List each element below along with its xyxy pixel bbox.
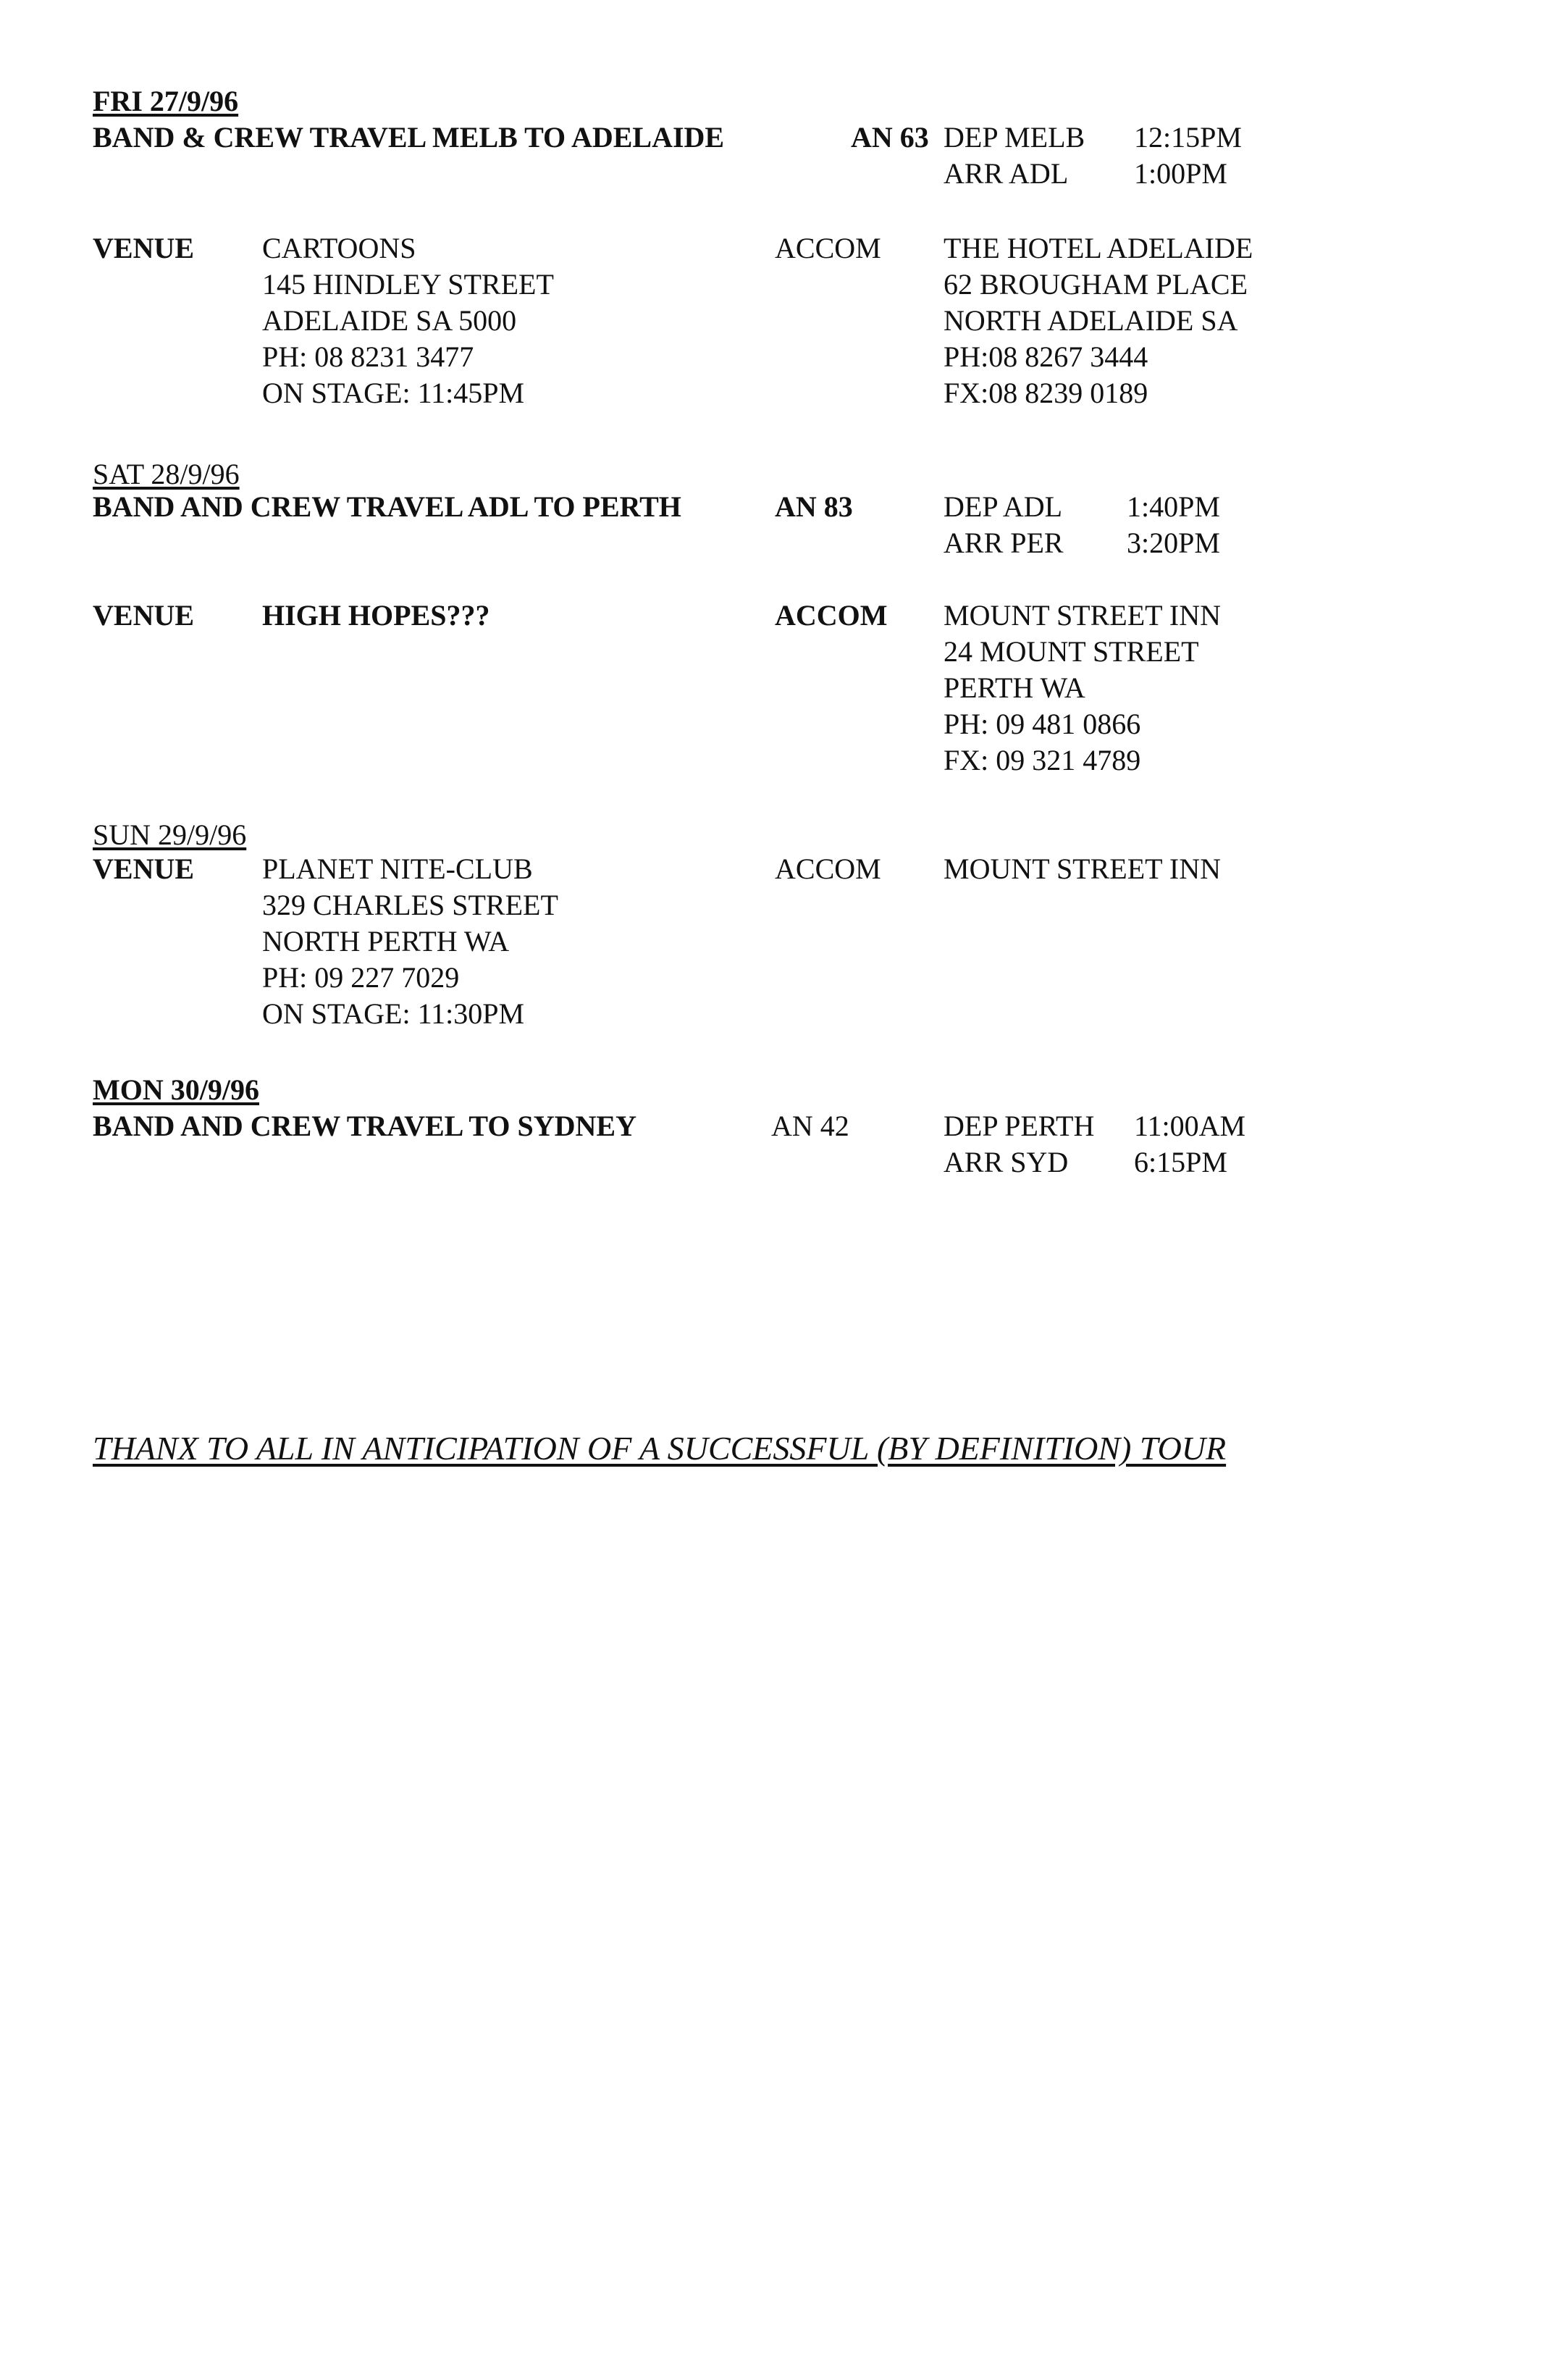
venue-line: NORTH PERTH WA [262,925,510,958]
accom-line: FX:08 8239 0189 [944,377,1148,409]
venue-line: ON STAGE: 11:30PM [262,997,525,1030]
accom-label: ACCOM [775,852,881,885]
date-heading: SUN 29/9/96 [93,818,247,851]
venue-line: PH: 09 227 7029 [262,961,460,994]
departure-time: 1:40PM [1127,490,1220,523]
arrival-label: ARR ADL [944,157,1069,190]
arrival-time: 6:15PM [1134,1146,1227,1178]
venue-line: ADELAIDE SA 5000 [262,304,517,337]
departure-time: 12:15PM [1134,121,1242,154]
departure-label: DEP ADL [944,490,1063,523]
arrival-label: ARR PER [944,527,1064,559]
accom-line: FX: 09 321 4789 [944,744,1141,776]
accom-line: MOUNT STREET INN [944,852,1221,885]
venue-line: HIGH HOPES??? [262,599,490,632]
venue-line: ON STAGE: 11:45PM [262,377,525,409]
accom-line: NORTH ADELAIDE SA [944,304,1238,337]
venue-line: PLANET NITE-CLUB [262,852,533,885]
closing-note: THANX TO ALL IN ANTICIPATION OF A SUCCESSFUL (BY DEFINITION) TOUR [93,1430,1227,1467]
accom-line: MOUNT STREET INN [944,599,1221,632]
accom-label: ACCOM [775,232,881,264]
departure-label: DEP MELB [944,121,1085,154]
accom-label: ACCOM [775,599,888,632]
accom-line: 24 MOUNT STREET [944,635,1199,668]
accom-line: THE HOTEL ADELAIDE [944,232,1253,264]
arrival-time: 1:00PM [1134,157,1227,190]
accom-line: PH: 09 481 0866 [944,708,1141,740]
travel-line: BAND AND CREW TRAVEL TO SYDNEY [93,1110,636,1142]
venue-line: CARTOONS [262,232,416,264]
venue-label: VENUE [93,232,195,264]
departure-label: DEP PERTH [944,1110,1095,1142]
accom-line: PERTH WA [944,671,1085,704]
flight-number: AN 42 [771,1110,849,1142]
arrival-label: ARR SYD [944,1146,1069,1178]
accom-line: PH:08 8267 3444 [944,340,1148,373]
travel-line: BAND AND CREW TRAVEL ADL TO PERTH [93,490,681,523]
venue-label: VENUE [93,599,195,632]
accom-line: 62 BROUGHAM PLACE [944,268,1248,301]
venue-line: PH: 08 8231 3477 [262,340,474,373]
flight-number: AN 83 [775,490,853,523]
venue-line: 145 HINDLEY STREET [262,268,554,301]
date-heading: SAT 28/9/96 [93,458,240,490]
date-heading: FRI 27/9/96 [93,85,239,117]
departure-time: 11:00AM [1134,1110,1246,1142]
arrival-time: 3:20PM [1127,527,1220,559]
travel-line: BAND & CREW TRAVEL MELB TO ADELAIDE [93,121,725,154]
venue-line: 329 CHARLES STREET [262,889,558,921]
date-heading: MON 30/9/96 [93,1073,259,1106]
venue-label: VENUE [93,852,195,885]
flight-number: AN 63 [851,121,929,154]
